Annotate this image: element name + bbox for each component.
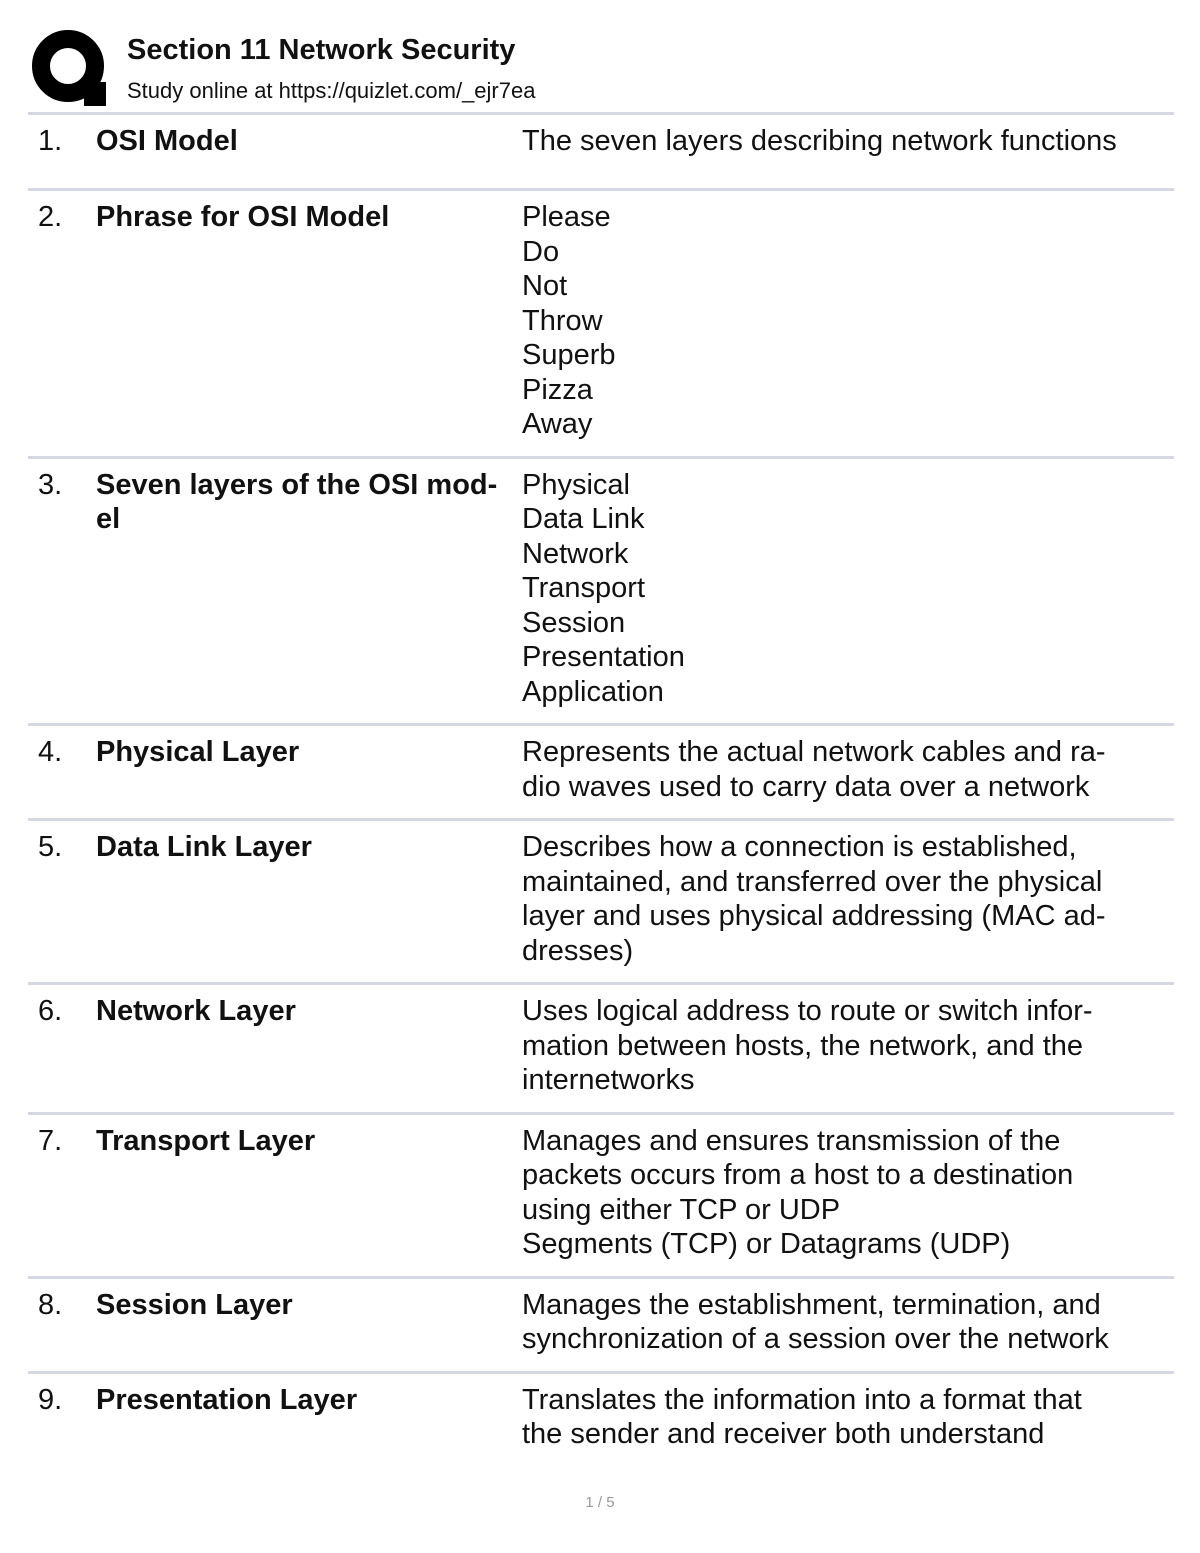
card-term: Network Layer bbox=[96, 995, 296, 1027]
card-term: Session Layer bbox=[96, 1288, 293, 1321]
study-online-link[interactable]: Study online at https://quizlet.com/_ejr7ea bbox=[127, 78, 536, 103]
page-number: 1 / 5 bbox=[585, 1494, 615, 1511]
card-number: 3. bbox=[38, 468, 63, 501]
flashcard-row bbox=[28, 1374, 1174, 1466]
card-number: 4. bbox=[38, 736, 63, 768]
card-term: Presentation Layer bbox=[96, 1383, 358, 1416]
card-number: 6. bbox=[38, 995, 63, 1027]
flashcard-row bbox=[28, 821, 1174, 985]
card-term: Phrase for OSI Model bbox=[96, 201, 390, 233]
card-number: 8. bbox=[38, 1288, 63, 1321]
card-definition: The seven layers describing network functions bbox=[522, 125, 1117, 157]
card-term: OSI Model bbox=[96, 125, 238, 157]
card-number: 1. bbox=[38, 125, 63, 157]
flashcard-row bbox=[28, 726, 1174, 821]
flashcard-row bbox=[28, 115, 1174, 191]
card-definition: Please Do Not Throw Superb Pizza Away bbox=[522, 201, 616, 440]
card-definition: Represents the actual network cables and ra- dio waves used to carry data over a network bbox=[522, 736, 1106, 803]
card-term: Physical Layer bbox=[96, 736, 300, 768]
card-number: 7. bbox=[38, 1124, 63, 1157]
card-definition: Uses logical address to route or switch infor- mation between hosts, the network, and the internetworks bbox=[522, 995, 1093, 1096]
card-definition: Translates the information into a format that the sender and receiver both understand bbox=[522, 1383, 1082, 1450]
page-header bbox=[28, 26, 1174, 110]
flashcard-row bbox=[28, 1115, 1174, 1279]
quizlet-q-logo-icon bbox=[30, 28, 110, 108]
page-title: Section 11 Network Security bbox=[127, 34, 516, 66]
card-number: 2. bbox=[38, 201, 63, 233]
card-definition: Physical Data Link Network Transport Session Presentation Application bbox=[522, 468, 685, 708]
card-number: 9. bbox=[38, 1383, 63, 1416]
flashcard-row bbox=[28, 459, 1174, 727]
card-definition: Manages and ensures transmission of the packets occurs from a host to a destination using either TCP or UDP Segments (TCP) or Datagrams (UDP) bbox=[522, 1124, 1074, 1260]
card-term: Transport Layer bbox=[96, 1124, 316, 1157]
card-definition: Manages the establishment, termination, and synchronization of a session over the network bbox=[522, 1288, 1109, 1355]
card-definition: Describes how a connection is established, maintained, and transferred over the physical layer and uses physical addressing (MAC ad- dresses) bbox=[522, 831, 1106, 967]
flashcard-list bbox=[28, 115, 1174, 1466]
flashcard-row bbox=[28, 1279, 1174, 1374]
flashcard-row bbox=[28, 191, 1174, 459]
flashcard-row bbox=[28, 985, 1174, 1115]
card-number: 5. bbox=[38, 831, 63, 863]
card-term: Data Link Layer bbox=[96, 831, 312, 863]
card-term: Seven layers of the OSI mod- el bbox=[96, 468, 498, 535]
